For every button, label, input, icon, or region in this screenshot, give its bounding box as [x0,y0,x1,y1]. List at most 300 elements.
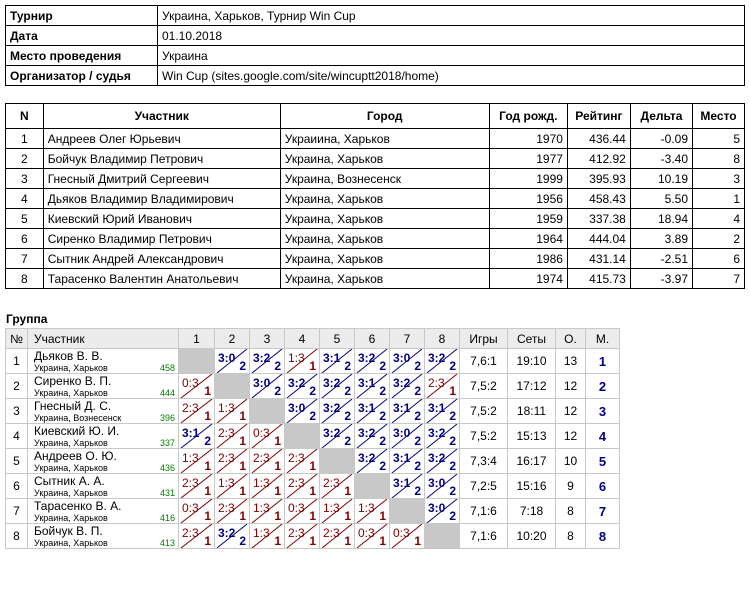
grid-column-header: Игры [460,329,508,349]
table-cell: -3.40 [630,149,692,169]
table-cell: 5 [693,129,745,149]
place-cell: 4 [586,424,620,449]
game-score: 3:2 [358,451,376,465]
game-points: 2 [274,384,281,398]
table-cell: 412.92 [567,149,630,169]
table-cell: 1999 [489,169,567,189]
table-cell: 431.14 [567,249,630,269]
game-result-cell [179,499,215,524]
game-result-cell [250,449,285,474]
game-points: 2 [344,409,351,423]
game-score: 0:3 [358,526,375,540]
game-result-cell [320,424,355,449]
grid-column-header: Сеты [508,329,556,349]
games-total: 7,1:6 [460,524,508,549]
game-result-cell [425,449,460,474]
game-score: 3:0 [393,426,411,440]
player-name: Дьяков В. В. [34,349,103,363]
table-cell: 458.43 [567,189,630,209]
game-points: 1 [344,534,351,548]
table-cell: 1970 [489,129,567,149]
info-label: Турнир [6,6,158,26]
player-city: Украина, Харьков [34,513,108,523]
table-cell: Украина, Харьков [280,209,489,229]
info-row [6,46,745,66]
grid-self-cell [320,449,355,474]
game-result-cell [320,499,355,524]
grid-column-header: 5 [320,329,355,349]
table-cell: 1964 [489,229,567,249]
grid-player-cell [28,374,179,399]
game-points: 2 [379,384,386,398]
table-cell: 7 [693,269,745,289]
game-points: 1 [204,484,211,498]
game-points: 2 [379,434,386,448]
table-cell: 1977 [489,149,567,169]
player-name: Тарасенко В. А. [34,499,122,513]
player-city: Украина, Вознесенск [34,413,122,423]
table-cell: 1974 [489,269,567,289]
game-score: 2:3 [253,451,270,465]
game-score: 3:0 [428,501,446,515]
game-points: 1 [274,434,281,448]
points-total: 12 [556,424,586,449]
grid-column-header: 6 [355,329,390,349]
info-label: Дата [6,26,158,46]
table-cell: 8 [693,149,745,169]
table-cell: Украина, Харьков [280,249,489,269]
grid-row-number: 6 [6,474,28,499]
game-points: 2 [414,434,421,448]
game-result-cell [285,399,320,424]
points-total: 8 [556,499,586,524]
player-city: Украина, Харьков [34,388,108,398]
game-result-cell [179,374,215,399]
grid-row [6,474,620,499]
table-cell: Украина, Харьков [280,149,489,169]
game-result-cell [215,449,250,474]
game-result-cell [215,349,250,374]
game-score: 2:3 [182,476,199,490]
player-rating: 444 [159,388,175,398]
game-points: 2 [344,359,351,373]
game-points: 1 [239,484,246,498]
info-label: Место проведения [6,46,158,66]
player-rating: 431 [159,488,175,498]
game-result-cell [179,449,215,474]
grid-player-cell [28,349,179,374]
table-cell: Киевский Юрий Иванович [43,209,280,229]
player-name: Андреев О. Ю. [34,449,117,463]
game-points: 2 [344,434,351,448]
game-result-cell [250,499,285,524]
grid-row [6,524,620,549]
table-cell: Украина, Вознесенск [280,169,489,189]
game-result-cell [355,349,390,374]
game-points: 2 [379,459,386,473]
game-points: 2 [239,534,246,548]
game-result-cell [320,374,355,399]
grid-row-number: 1 [6,349,28,374]
game-result-cell [390,449,425,474]
grid-self-cell [179,349,215,374]
game-result-cell [355,449,390,474]
game-score: 0:3 [288,501,305,515]
game-points: 1 [309,484,316,498]
game-score: 3:2 [428,426,446,440]
game-result-cell [390,474,425,499]
player-rating: 416 [159,513,175,523]
game-points: 1 [239,459,246,473]
grid-player-cell [28,474,179,499]
game-result-cell [390,399,425,424]
game-points: 2 [414,484,421,498]
grid-player-cell [28,424,179,449]
player-name: Гнесный Д. С. [34,399,112,413]
games-total: 7,5:2 [460,399,508,424]
player-city: Украина, Харьков [34,463,108,473]
grid-player-cell [28,449,179,474]
sets-total: 10:20 [508,524,556,549]
game-score: 3:2 [323,376,341,390]
game-score: 3:1 [428,401,446,415]
table-cell: 2 [693,229,745,249]
player-city: Украина, Харьков [34,488,108,498]
game-result-cell [285,474,320,499]
game-score: 1:3 [358,501,375,515]
grid-self-cell [355,474,390,499]
grid-self-cell [215,374,250,399]
info-row [6,6,745,26]
table-cell: 1959 [489,209,567,229]
place-cell: 6 [586,474,620,499]
game-score: 2:3 [323,476,340,490]
points-total: 12 [556,399,586,424]
grid-row [6,449,620,474]
player-rating: 413 [159,538,175,548]
player-city: Украина, Харьков [34,538,108,548]
game-result-cell [250,349,285,374]
table-cell: 5 [6,209,44,229]
game-points: 1 [204,459,211,473]
points-total: 13 [556,349,586,374]
game-score: 1:3 [253,501,270,515]
game-score: 0:3 [393,526,410,540]
game-points: 1 [239,409,246,423]
game-result-cell [285,524,320,549]
grid-column-header: № [6,329,28,349]
sets-total: 17:12 [508,374,556,399]
column-header: Рейтинг [567,104,630,129]
game-score: 3:2 [323,401,341,415]
table-cell: Гнесный Дмитрий Сергеевич [43,169,280,189]
grid-self-cell [425,524,460,549]
game-points: 1 [309,459,316,473]
game-result-cell [179,399,215,424]
table-cell: Сытник Андрей Александрович [43,249,280,269]
game-score: 3:2 [358,351,376,365]
grid-row-number: 5 [6,449,28,474]
game-result-cell [425,399,460,424]
game-points: 1 [309,509,316,523]
grid-column-header: 7 [390,329,425,349]
place-cell: 1 [586,349,620,374]
grid-row-number: 2 [6,374,28,399]
game-points: 2 [414,409,421,423]
game-points: 2 [379,359,386,373]
grid-column-header: 8 [425,329,460,349]
players-table [5,103,745,289]
game-points: 1 [274,534,281,548]
grid-self-cell [250,399,285,424]
column-header: Дельта [630,104,692,129]
game-score: 3:2 [323,426,341,440]
game-points: 1 [379,534,386,548]
table-cell: Украина, Харьков [280,189,489,209]
game-points: 2 [344,384,351,398]
game-result-cell [320,524,355,549]
tournament-info-table [5,5,745,86]
game-score: 3:1 [393,401,411,415]
table-cell: 436.44 [567,129,630,149]
group-grid-table [5,328,620,549]
points-total: 8 [556,524,586,549]
game-score: 3:0 [288,401,306,415]
grid-row [6,374,620,399]
game-points: 1 [204,384,211,398]
table-cell: 4 [693,209,745,229]
game-points: 2 [449,434,456,448]
game-result-cell [390,424,425,449]
table-cell: 337.38 [567,209,630,229]
game-points: 1 [309,359,316,373]
info-row [6,26,745,46]
grid-row [6,399,620,424]
game-score: 2:3 [218,426,235,440]
player-name: Сиренко В. П. [34,374,112,388]
place-cell: 7 [586,499,620,524]
table-cell: 395.93 [567,169,630,189]
grid-row [6,424,620,449]
player-name: Киевский Ю. И. [34,424,120,438]
game-result-cell [355,524,390,549]
sets-total: 19:10 [508,349,556,374]
table-cell: 1 [693,189,745,209]
game-result-cell [425,499,460,524]
game-result-cell [355,374,390,399]
table-row [6,169,745,189]
game-result-cell [320,349,355,374]
grid-column-header: 3 [250,329,285,349]
game-result-cell [250,474,285,499]
game-result-cell [425,474,460,499]
info-value: Украина [158,46,745,66]
table-cell: 8 [6,269,44,289]
sets-total: 15:13 [508,424,556,449]
points-total: 9 [556,474,586,499]
grid-row [6,349,620,374]
game-score: 3:0 [218,351,236,365]
table-row [6,189,745,209]
game-score: 0:3 [182,501,199,515]
points-total: 10 [556,449,586,474]
game-score: 2:3 [288,476,305,490]
game-result-cell [355,424,390,449]
table-cell: 444.04 [567,229,630,249]
player-rating: 458 [159,363,175,373]
grid-column-header: 1 [179,329,215,349]
column-header: Место [693,104,745,129]
grid-row [6,499,620,524]
game-points: 1 [379,509,386,523]
table-row [6,129,745,149]
game-score: 2:3 [288,451,305,465]
column-header: N [6,104,44,129]
game-score: 1:3 [288,351,305,365]
table-row [6,229,745,249]
table-cell: 1986 [489,249,567,269]
table-cell: 3 [6,169,44,189]
grid-self-cell [285,424,320,449]
table-cell: 6 [6,229,44,249]
table-row [6,269,745,289]
table-row [6,209,745,229]
game-result-cell [215,474,250,499]
game-points: 2 [379,409,386,423]
game-points: 1 [414,534,421,548]
table-cell: 7 [6,249,44,269]
games-total: 7,2:5 [460,474,508,499]
player-rating: 396 [159,413,175,423]
grid-column-header: М. [586,329,620,349]
sets-total: 15:16 [508,474,556,499]
game-result-cell [320,474,355,499]
table-cell: 415.73 [567,269,630,289]
game-points: 1 [239,434,246,448]
game-points: 1 [239,509,246,523]
table-cell: 18.94 [630,209,692,229]
game-result-cell [215,424,250,449]
game-points: 1 [344,509,351,523]
game-score: 3:1 [358,401,376,415]
table-cell: 1956 [489,189,567,209]
table-row [6,149,745,169]
game-result-cell [320,399,355,424]
table-cell: Дьяков Владимир Владимирович [43,189,280,209]
game-result-cell [425,374,460,399]
game-result-cell [390,524,425,549]
player-city: Украина, Харьков [34,363,108,373]
game-result-cell [425,349,460,374]
grid-player-cell [28,499,179,524]
games-total: 7,5:2 [460,424,508,449]
place-cell: 5 [586,449,620,474]
game-result-cell [215,499,250,524]
grid-row-number: 8 [6,524,28,549]
table-cell: Тарасенко Валентин Анатольевич [43,269,280,289]
game-result-cell [355,499,390,524]
game-points: 2 [204,434,211,448]
game-score: 1:3 [323,501,340,515]
player-rating: 436 [159,463,175,473]
points-total: 12 [556,374,586,399]
game-score: 3:0 [428,476,446,490]
game-score: 3:2 [428,351,446,365]
table-cell: Андреев Олег Юрьевич [43,129,280,149]
game-points: 2 [414,384,421,398]
game-result-cell [179,424,215,449]
game-result-cell [355,399,390,424]
game-points: 2 [414,359,421,373]
grid-self-cell [390,499,425,524]
table-cell: Украина, Харьков [280,269,489,289]
game-result-cell [285,349,320,374]
column-header: Год рожд. [489,104,567,129]
grid-row-number: 7 [6,499,28,524]
game-result-cell [285,499,320,524]
game-score: 3:1 [182,426,200,440]
player-rating: 337 [159,438,175,448]
grid-player-cell [28,524,179,549]
game-result-cell [215,524,250,549]
game-score: 2:3 [428,376,445,390]
game-score: 1:3 [218,476,235,490]
player-name: Сытник А. А. [34,474,105,488]
grid-column-header: Участник [28,329,179,349]
grid-row-number: 4 [6,424,28,449]
game-score: 3:2 [393,376,411,390]
game-result-cell [250,424,285,449]
table-row [6,249,745,269]
table-cell: 10.19 [630,169,692,189]
game-result-cell [179,474,215,499]
column-header: Участник [43,104,280,129]
game-result-cell [285,449,320,474]
grid-column-header: О. [556,329,586,349]
table-cell: 3.89 [630,229,692,249]
game-score: 3:1 [393,476,411,490]
table-cell: -2.51 [630,249,692,269]
info-row [6,66,745,86]
table-cell: 2 [6,149,44,169]
game-points: 2 [449,359,456,373]
column-header: Город [280,104,489,129]
sets-total: 16:17 [508,449,556,474]
grid-player-cell [28,399,179,424]
game-result-cell [390,349,425,374]
game-score: 0:3 [182,376,199,390]
table-cell: Украина, Харьков [280,229,489,249]
game-points: 2 [309,384,316,398]
game-points: 2 [449,484,456,498]
table-cell: 5.50 [630,189,692,209]
game-points: 2 [309,409,316,423]
table-cell: Бойчук Владимир Петрович [43,149,280,169]
game-points: 2 [239,359,246,373]
table-cell: 3 [693,169,745,189]
game-points: 1 [274,484,281,498]
game-result-cell [179,524,215,549]
game-score: 2:3 [182,526,199,540]
game-score: 0:3 [253,426,270,440]
game-score: 2:3 [218,451,235,465]
grid-row-number: 3 [6,399,28,424]
game-points: 1 [204,409,211,423]
grid-column-header: 2 [215,329,250,349]
game-points: 1 [449,384,456,398]
player-city: Украина, Харьков [34,438,108,448]
game-score: 1:3 [218,401,235,415]
